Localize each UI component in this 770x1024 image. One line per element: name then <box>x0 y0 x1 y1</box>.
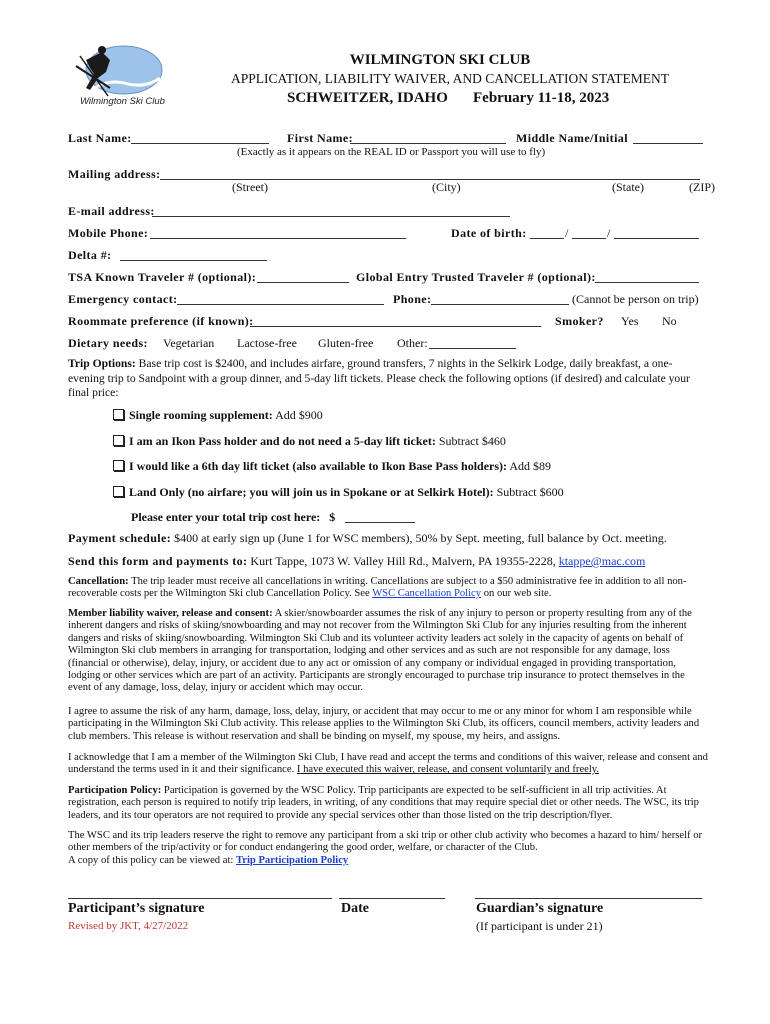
waiver-text: A skier/snowboarder assumes the risk of any injury to person or property resulting from any of the inherent dangers and risks of skiing/snowboarding and may not recover from the Wilmington Ski Club for any injuries resulting from the inherent dangers and risks of skiing/snowboarding. Wilmington Ski Club and its volunteer activity leaders act solely in the capacity of agents on behalf of Wilmington Ski club members in arranging for transportation, lodging and other services and as such are not responsible for any damage, loss (financial or otherwise), delay, injury, or accident due to any act or omission of any company or individual engaged in providing transportation, lodging or other services which are part of an activity. Participants are strongly encouraged to purchase trip insurance to protect themselves in the event of any damage, loss, delay, injury or accident which may occur. <box>68 608 692 694</box>
checkbox-icon[interactable] <box>113 460 124 471</box>
option-value: Subtract $460 <box>438 434 506 448</box>
option-label: I would like a 6th day lift ticket (also available to Ikon Base Pass holders): <box>129 459 508 473</box>
cancellation-paragraph <box>68 576 708 601</box>
mobile-field[interactable] <box>150 238 406 239</box>
dob-day-field[interactable] <box>572 238 606 239</box>
other-diet-label: Other: <box>397 336 428 350</box>
roommate-field[interactable] <box>250 326 541 327</box>
total-cost-label <box>131 510 335 525</box>
send-label: Send this form and payments to: <box>68 554 248 568</box>
checkbox-icon[interactable] <box>113 486 124 497</box>
payment-label: Payment schedule: <box>68 531 172 545</box>
first-name-label: First Name: <box>287 131 354 145</box>
lactose-free-option[interactable]: Lactose-free <box>237 336 297 350</box>
guardian-signature-label: Guardian’s signature <box>476 901 604 916</box>
cancellation-policy-link[interactable]: WSC Cancellation Policy <box>372 588 482 600</box>
trip-options-text: Base trip cost is $2400, and includes airfare, ground transfers, 7 nights in the Selkirk Lodge, daily breakfast, a one-evening trip to Sandpoint with a group dinner, and 5-day lift tickets. Please check the following options (if desired) and calculate your final price: <box>68 357 690 399</box>
acknowledge-paragraph <box>68 752 708 777</box>
delta-field[interactable] <box>120 260 267 261</box>
removal-text: The WSC and its trip leaders reserve the right to remove any participant from a ski trip or other club activity who becomes a hazard to him/ herself or other members of the trip/activity or for conduct endangering the good order, welfare, or character of the Club. <box>68 830 703 854</box>
other-diet-field[interactable] <box>429 348 516 349</box>
payment-text: $400 at early sign up (June 1 for WSC members), 50% by Sept. meeting, full balance by Oct. meeting. <box>174 531 667 545</box>
trip-location: SCHWEITZER, IDAHO <box>287 90 448 106</box>
emergency-field[interactable] <box>177 304 384 305</box>
option-label: I am an Ikon Pass holder and do not need a 5-day lift ticket: <box>129 434 436 448</box>
street-caption: (Street) <box>232 180 268 194</box>
option-label: Land Only (no airfare; you will join us in Spokane or at Selkirk Hotel): <box>129 485 494 499</box>
smoker-label: Smoker? <box>555 314 604 328</box>
gluten-free-option[interactable]: Gluten-free <box>318 336 374 350</box>
dob-month-field[interactable] <box>530 238 564 239</box>
middle-name-label: Middle Name/Initial <box>516 131 628 145</box>
middle-name-field[interactable] <box>633 143 703 144</box>
checkbox-icon[interactable] <box>113 409 124 420</box>
email-label: E-mail address: <box>68 204 155 218</box>
payment-schedule <box>68 531 667 546</box>
participation-paragraph <box>68 785 708 822</box>
guardian-note: (If participant is under 21) <box>476 919 603 933</box>
date-line[interactable] <box>339 898 445 899</box>
removal-copy: A copy of this policy can be viewed at: <box>68 854 234 866</box>
removal-paragraph <box>68 830 708 867</box>
name-note: (Exactly as it appears on the REAL ID or Passport you will use to fly) <box>237 146 546 158</box>
dob-label: Date of birth: <box>451 226 527 240</box>
phone-field[interactable] <box>431 304 569 305</box>
option-value: Add $89 <box>509 459 552 473</box>
dob-slash-2: / <box>607 226 611 240</box>
trip-options-paragraph <box>68 357 708 401</box>
send-payments <box>68 554 645 569</box>
option-ikon-pass[interactable] <box>113 434 506 449</box>
participation-label: Participation Policy: <box>68 785 162 796</box>
option-single-room[interactable] <box>113 408 323 423</box>
trip-options-label: Trip Options: <box>68 357 136 370</box>
option-land-only[interactable] <box>113 485 564 500</box>
participant-signature-line[interactable] <box>68 898 332 899</box>
phone-note: (Cannot be person on trip) <box>572 292 699 306</box>
zip-caption: (ZIP) <box>689 180 715 194</box>
option-value: Add $900 <box>275 408 323 422</box>
total-cost-text: Please enter your total trip cost here: <box>131 510 321 524</box>
total-cost-field[interactable] <box>345 522 415 523</box>
acknowledge-underlined: I have executed this waiver, release, and consent voluntarily and freely. <box>296 764 600 776</box>
acknowledge-text: I acknowledge that I am a member of the Wilmington Ski Club, I have read and accept the terms and conditions of this waiver, release and consent and understand the terms used in it and their significance. <box>68 752 708 776</box>
checkbox-icon[interactable] <box>113 435 124 446</box>
participant-signature-label: Participant’s signature <box>68 901 205 916</box>
vegetarian-option[interactable]: Vegetarian <box>163 336 215 350</box>
agree-paragraph: I agree to assume the risk of any harm, damage, loss, delay, injury, or accident that may occur to me or any minor for whom I am responsible while participating in the Wilmington Ski Club activity. This release applies to the Wilmington Ski Club, its officers, council members, activity leaders and club members. This release is without reservation and shall be binding on myself, my spouse, my heirs, and assigns. <box>68 706 700 742</box>
phone-label: Phone: <box>393 292 432 306</box>
global-entry-label: Global Entry Trusted Traveler # (optional): <box>356 270 596 284</box>
trip-participation-policy-link[interactable]: Trip Participation Policy <box>236 854 349 866</box>
date-label: Date <box>341 901 369 916</box>
delta-label: Delta #: <box>68 248 112 262</box>
option-label: Single rooming supplement: <box>129 408 273 422</box>
option-value: Subtract $600 <box>496 485 564 499</box>
tsa-field[interactable] <box>257 282 349 283</box>
option-6th-day[interactable] <box>113 459 551 474</box>
trip-dates: February 11-18, 2023 <box>473 90 610 106</box>
mailing-label: Mailing address: <box>68 167 161 181</box>
emergency-label: Emergency contact: <box>68 292 178 306</box>
cancellation-text: The trip leader must receive all cancellations in writing. Cancellations are subject to a $50 administrative fee in addition to all non-recoverable costs per the Wilmington Ski club Cancellation Policy. See <box>68 576 687 600</box>
dob-year-field[interactable] <box>614 238 699 239</box>
state-caption: (State) <box>612 180 644 194</box>
first-name-field[interactable] <box>350 143 506 144</box>
city-caption: (City) <box>432 180 461 194</box>
smoker-yes-option[interactable]: Yes <box>621 314 639 328</box>
cancellation-label: Cancellation: <box>68 576 129 587</box>
tsa-label: TSA Known Traveler # (optional): <box>68 270 257 284</box>
guardian-signature-line[interactable] <box>475 898 702 899</box>
dob-slash-1: / <box>565 226 569 240</box>
email-field[interactable] <box>152 216 510 217</box>
smoker-no-option[interactable]: No <box>662 314 677 328</box>
waiver-label: Member liability waiver, release and consent: <box>68 608 273 619</box>
last-name-field[interactable] <box>131 143 269 144</box>
email-link[interactable]: ktappe@mac.com <box>558 554 646 568</box>
dietary-label: Dietary needs: <box>68 336 148 350</box>
revised-note: Revised by JKT, 4/27/2022 <box>68 920 189 932</box>
global-entry-field[interactable] <box>595 282 699 283</box>
mobile-label: Mobile Phone: <box>68 226 149 240</box>
waiver-paragraph <box>68 608 708 695</box>
total-cost-prefix: $ <box>329 510 336 524</box>
form-subtitle: APPLICATION, LIABILITY WAIVER, AND CANCELLATION STATEMENT <box>230 71 669 86</box>
logo-text: Wilmington Ski Club <box>80 96 165 107</box>
roommate-label: Roommate preference (if known): <box>68 314 254 328</box>
participation-text: Participation is governed by the WSC Policy. Trip participants are expected to be self-sufficient in all trip activities. At registration, each person is required to notify trip leaders, in writing, of any conditions that may require special diet or other needs. The WSC, its trip leaders, and its tour operators are not required to provide any special services other than those listed on the trip description/flyer. <box>68 785 699 821</box>
cancellation-after: on our web site. <box>483 588 552 600</box>
send-address: Kurt Tappe, 1073 W. Valley Hill Rd., Malvern, PA 19355-2228, <box>250 554 556 568</box>
last-name-label: Last Name: <box>68 131 132 145</box>
club-title: WILMINGTON SKI CLUB <box>349 52 531 68</box>
